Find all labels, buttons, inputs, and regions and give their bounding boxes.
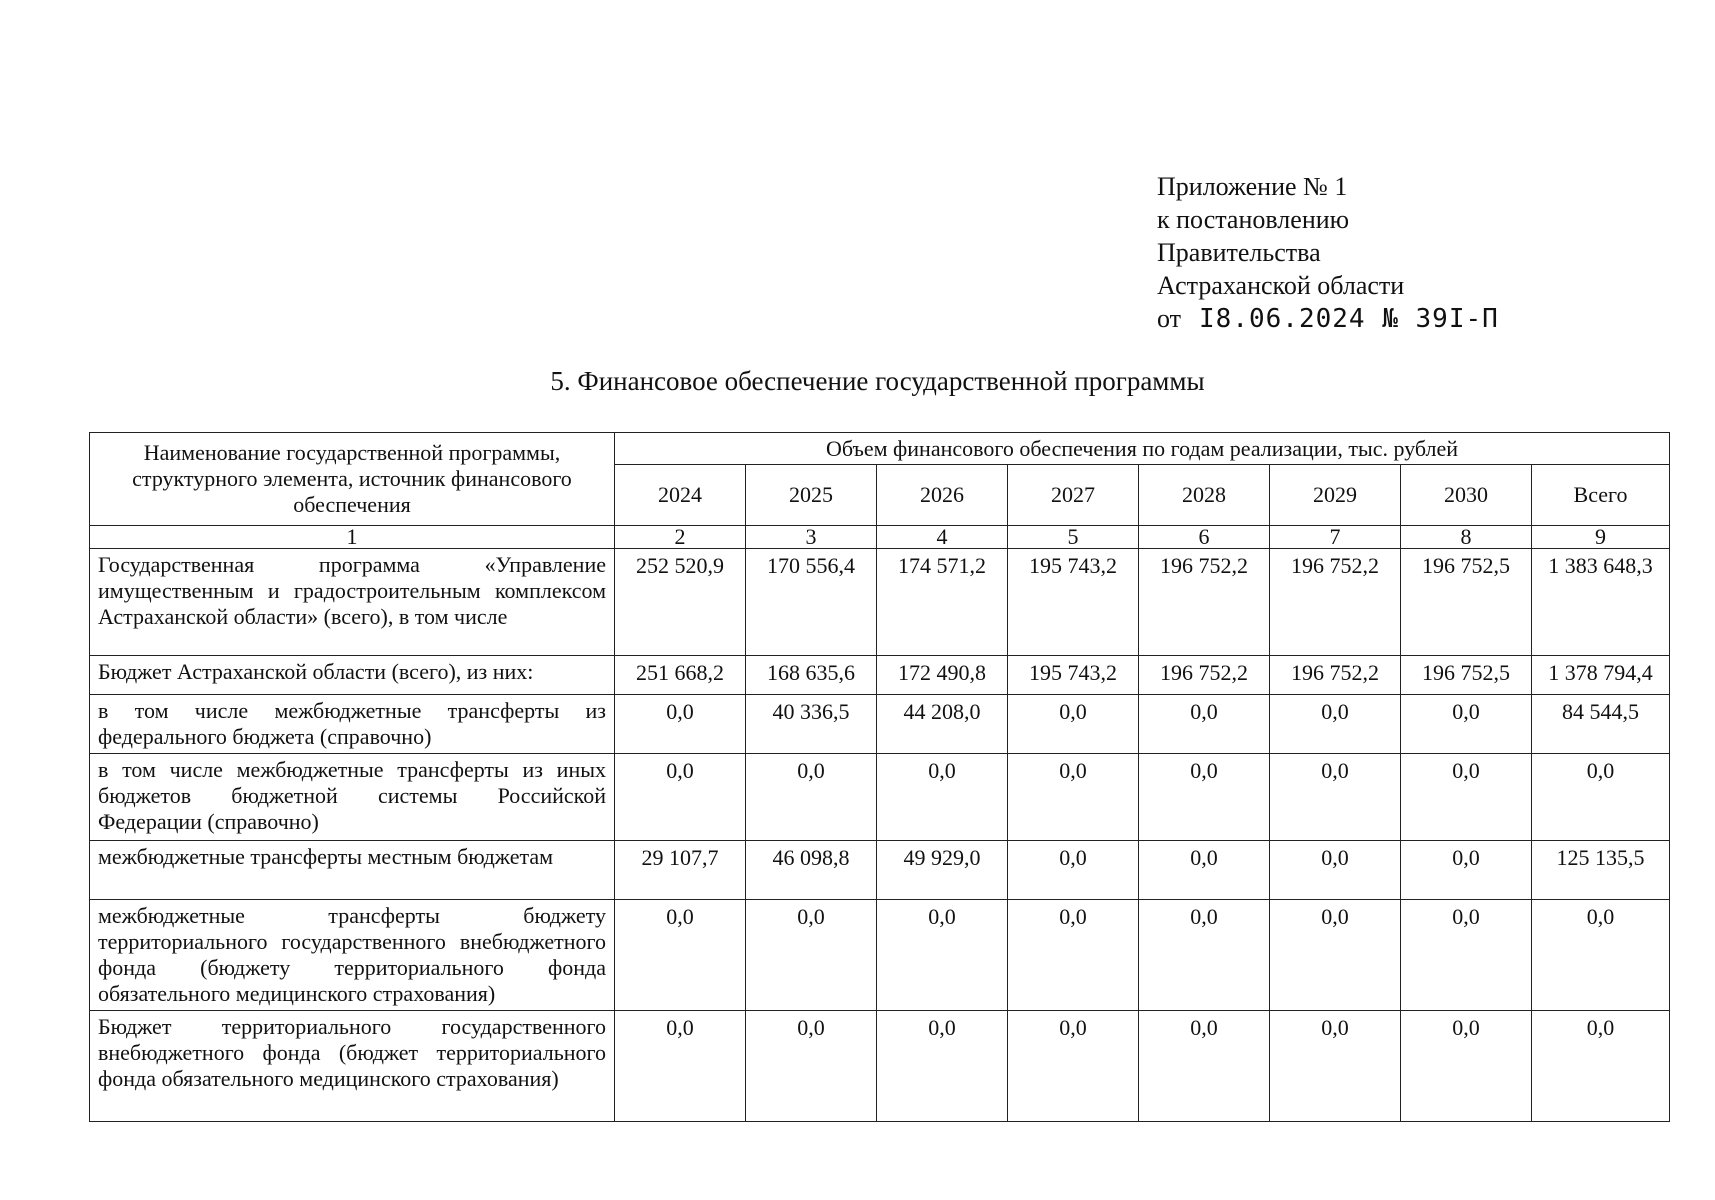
value-cell: 0,0 (1401, 754, 1532, 841)
column-number: 7 (1270, 526, 1401, 549)
column-number: 4 (877, 526, 1008, 549)
attachment-line: Приложение № 1 (1157, 172, 1348, 201)
value-cell: 40 336,5 (746, 695, 877, 754)
value-cell: 0,0 (1139, 754, 1270, 841)
value-cell: 0,0 (1401, 1011, 1532, 1122)
value-cell: 0,0 (1401, 841, 1532, 900)
value-cell: 0,0 (615, 900, 746, 1011)
year-header: 2026 (877, 465, 1008, 526)
value-cell: 0,0 (746, 754, 877, 841)
table-row (90, 549, 1670, 656)
column-number: 6 (1139, 526, 1270, 549)
value-cell: 168 635,6 (746, 656, 877, 695)
financing-table (89, 432, 1670, 1122)
column-number: 3 (746, 526, 877, 549)
value-cell: 0,0 (1008, 754, 1139, 841)
value-cell: 196 752,5 (1401, 549, 1532, 656)
total-cell: 1 378 794,4 (1532, 656, 1670, 695)
value-cell: 29 107,7 (615, 841, 746, 900)
value-cell: 0,0 (1270, 695, 1401, 754)
year-header: 2028 (1139, 465, 1270, 526)
section-title: 5. Финансовое обеспечение государственной программы (550, 366, 1205, 396)
value-cell: 0,0 (877, 1011, 1008, 1122)
order-date-line (1157, 302, 1499, 336)
value-cell: 252 520,9 (615, 549, 746, 656)
value-cell: 0,0 (877, 900, 1008, 1011)
table-row (90, 1011, 1670, 1122)
value-cell: 44 208,0 (877, 695, 1008, 754)
value-cell: 0,0 (1139, 1011, 1270, 1122)
total-cell: 84 544,5 (1532, 695, 1670, 754)
column-number-row (90, 526, 1670, 549)
value-cell: 195 743,2 (1008, 549, 1139, 656)
volume-group-header: Объем финансового обеспечения по годам реализации, тыс. рублей (615, 433, 1670, 465)
column-number: 1 (90, 526, 615, 549)
value-cell: 0,0 (1139, 695, 1270, 754)
value-cell: 0,0 (1270, 841, 1401, 900)
value-cell: 0,0 (1139, 900, 1270, 1011)
year-header: 2029 (1270, 465, 1401, 526)
value-cell: 0,0 (1270, 754, 1401, 841)
row-name: межбюджетные трансферты местным бюджетам (90, 841, 615, 900)
row-name: в том числе межбюджетные трансферты из иных бюджетов бюджетной системы Российской Федерации (справочно) (90, 754, 615, 841)
value-cell: 0,0 (746, 1011, 877, 1122)
table-row (90, 656, 1670, 695)
column-number: 8 (1401, 526, 1532, 549)
value-cell: 0,0 (1008, 695, 1139, 754)
value-cell: 0,0 (1139, 841, 1270, 900)
row-name: в том числе межбюджетные трансферты из федерального бюджета (справочно) (90, 695, 615, 754)
value-cell: 174 571,2 (877, 549, 1008, 656)
attachment-line: к постановлению (1157, 205, 1350, 234)
attachment-line: Астраханской области (1157, 271, 1405, 300)
table-row (90, 695, 1670, 754)
total-cell: 0,0 (1532, 754, 1670, 841)
year-header: 2030 (1401, 465, 1532, 526)
table-row (90, 841, 1670, 900)
value-cell: 251 668,2 (615, 656, 746, 695)
order-stamp: I8.06.2024 № 39I-П (1199, 304, 1499, 334)
attachment-line: Правительства (1157, 238, 1321, 267)
value-cell: 196 752,2 (1139, 549, 1270, 656)
value-cell: 0,0 (615, 695, 746, 754)
table-row (90, 754, 1670, 841)
value-cell: 0,0 (1008, 841, 1139, 900)
row-name: Государственная программа «Управление имущественным и градостроительным комплексом Астраханской области» (всего), в том числе (90, 549, 615, 656)
column-number: 5 (1008, 526, 1139, 549)
value-cell: 0,0 (615, 754, 746, 841)
value-cell: 0,0 (1008, 900, 1139, 1011)
header-row (90, 433, 1670, 465)
year-header: 2025 (746, 465, 877, 526)
attachment-block (1157, 170, 1499, 336)
value-cell: 195 743,2 (1008, 656, 1139, 695)
row-name: межбюджетные трансферты бюджету территориального государственного внебюджетного фонда (бюджету территориального фонда обязательного медицинского страхования) (90, 900, 615, 1011)
value-cell: 0,0 (746, 900, 877, 1011)
value-cell: 46 098,8 (746, 841, 877, 900)
value-cell: 170 556,4 (746, 549, 877, 656)
value-cell: 172 490,8 (877, 656, 1008, 695)
column-number: 2 (615, 526, 746, 549)
total-cell: 0,0 (1532, 900, 1670, 1011)
order-prefix: от (1157, 304, 1182, 333)
total-cell: 1 383 648,3 (1532, 549, 1670, 656)
total-cell: 125 135,5 (1532, 841, 1670, 900)
value-cell: 49 929,0 (877, 841, 1008, 900)
row-name: Бюджет Астраханской области (всего), из них: (90, 656, 615, 695)
total-cell: 0,0 (1532, 1011, 1670, 1122)
value-cell: 0,0 (1270, 900, 1401, 1011)
table-row (90, 900, 1670, 1011)
year-header: 2024 (615, 465, 746, 526)
value-cell: 0,0 (877, 754, 1008, 841)
value-cell: 0,0 (1270, 1011, 1401, 1122)
value-cell: 196 752,2 (1139, 656, 1270, 695)
value-cell: 0,0 (1008, 1011, 1139, 1122)
value-cell: 0,0 (1401, 695, 1532, 754)
name-column-header: Наименование государственной программы, структурного элемента, источник финансового обеспечения (90, 433, 615, 526)
year-header: 2027 (1008, 465, 1139, 526)
value-cell: 0,0 (1401, 900, 1532, 1011)
value-cell: 196 752,2 (1270, 549, 1401, 656)
value-cell: 0,0 (615, 1011, 746, 1122)
column-number: 9 (1532, 526, 1670, 549)
row-name: Бюджет территориального государственного внебюджетного фонда (бюджет территориального фонда обязательного медицинского страхования) (90, 1011, 615, 1122)
value-cell: 196 752,2 (1270, 656, 1401, 695)
value-cell: 196 752,5 (1401, 656, 1532, 695)
total-header: Всего (1532, 465, 1670, 526)
